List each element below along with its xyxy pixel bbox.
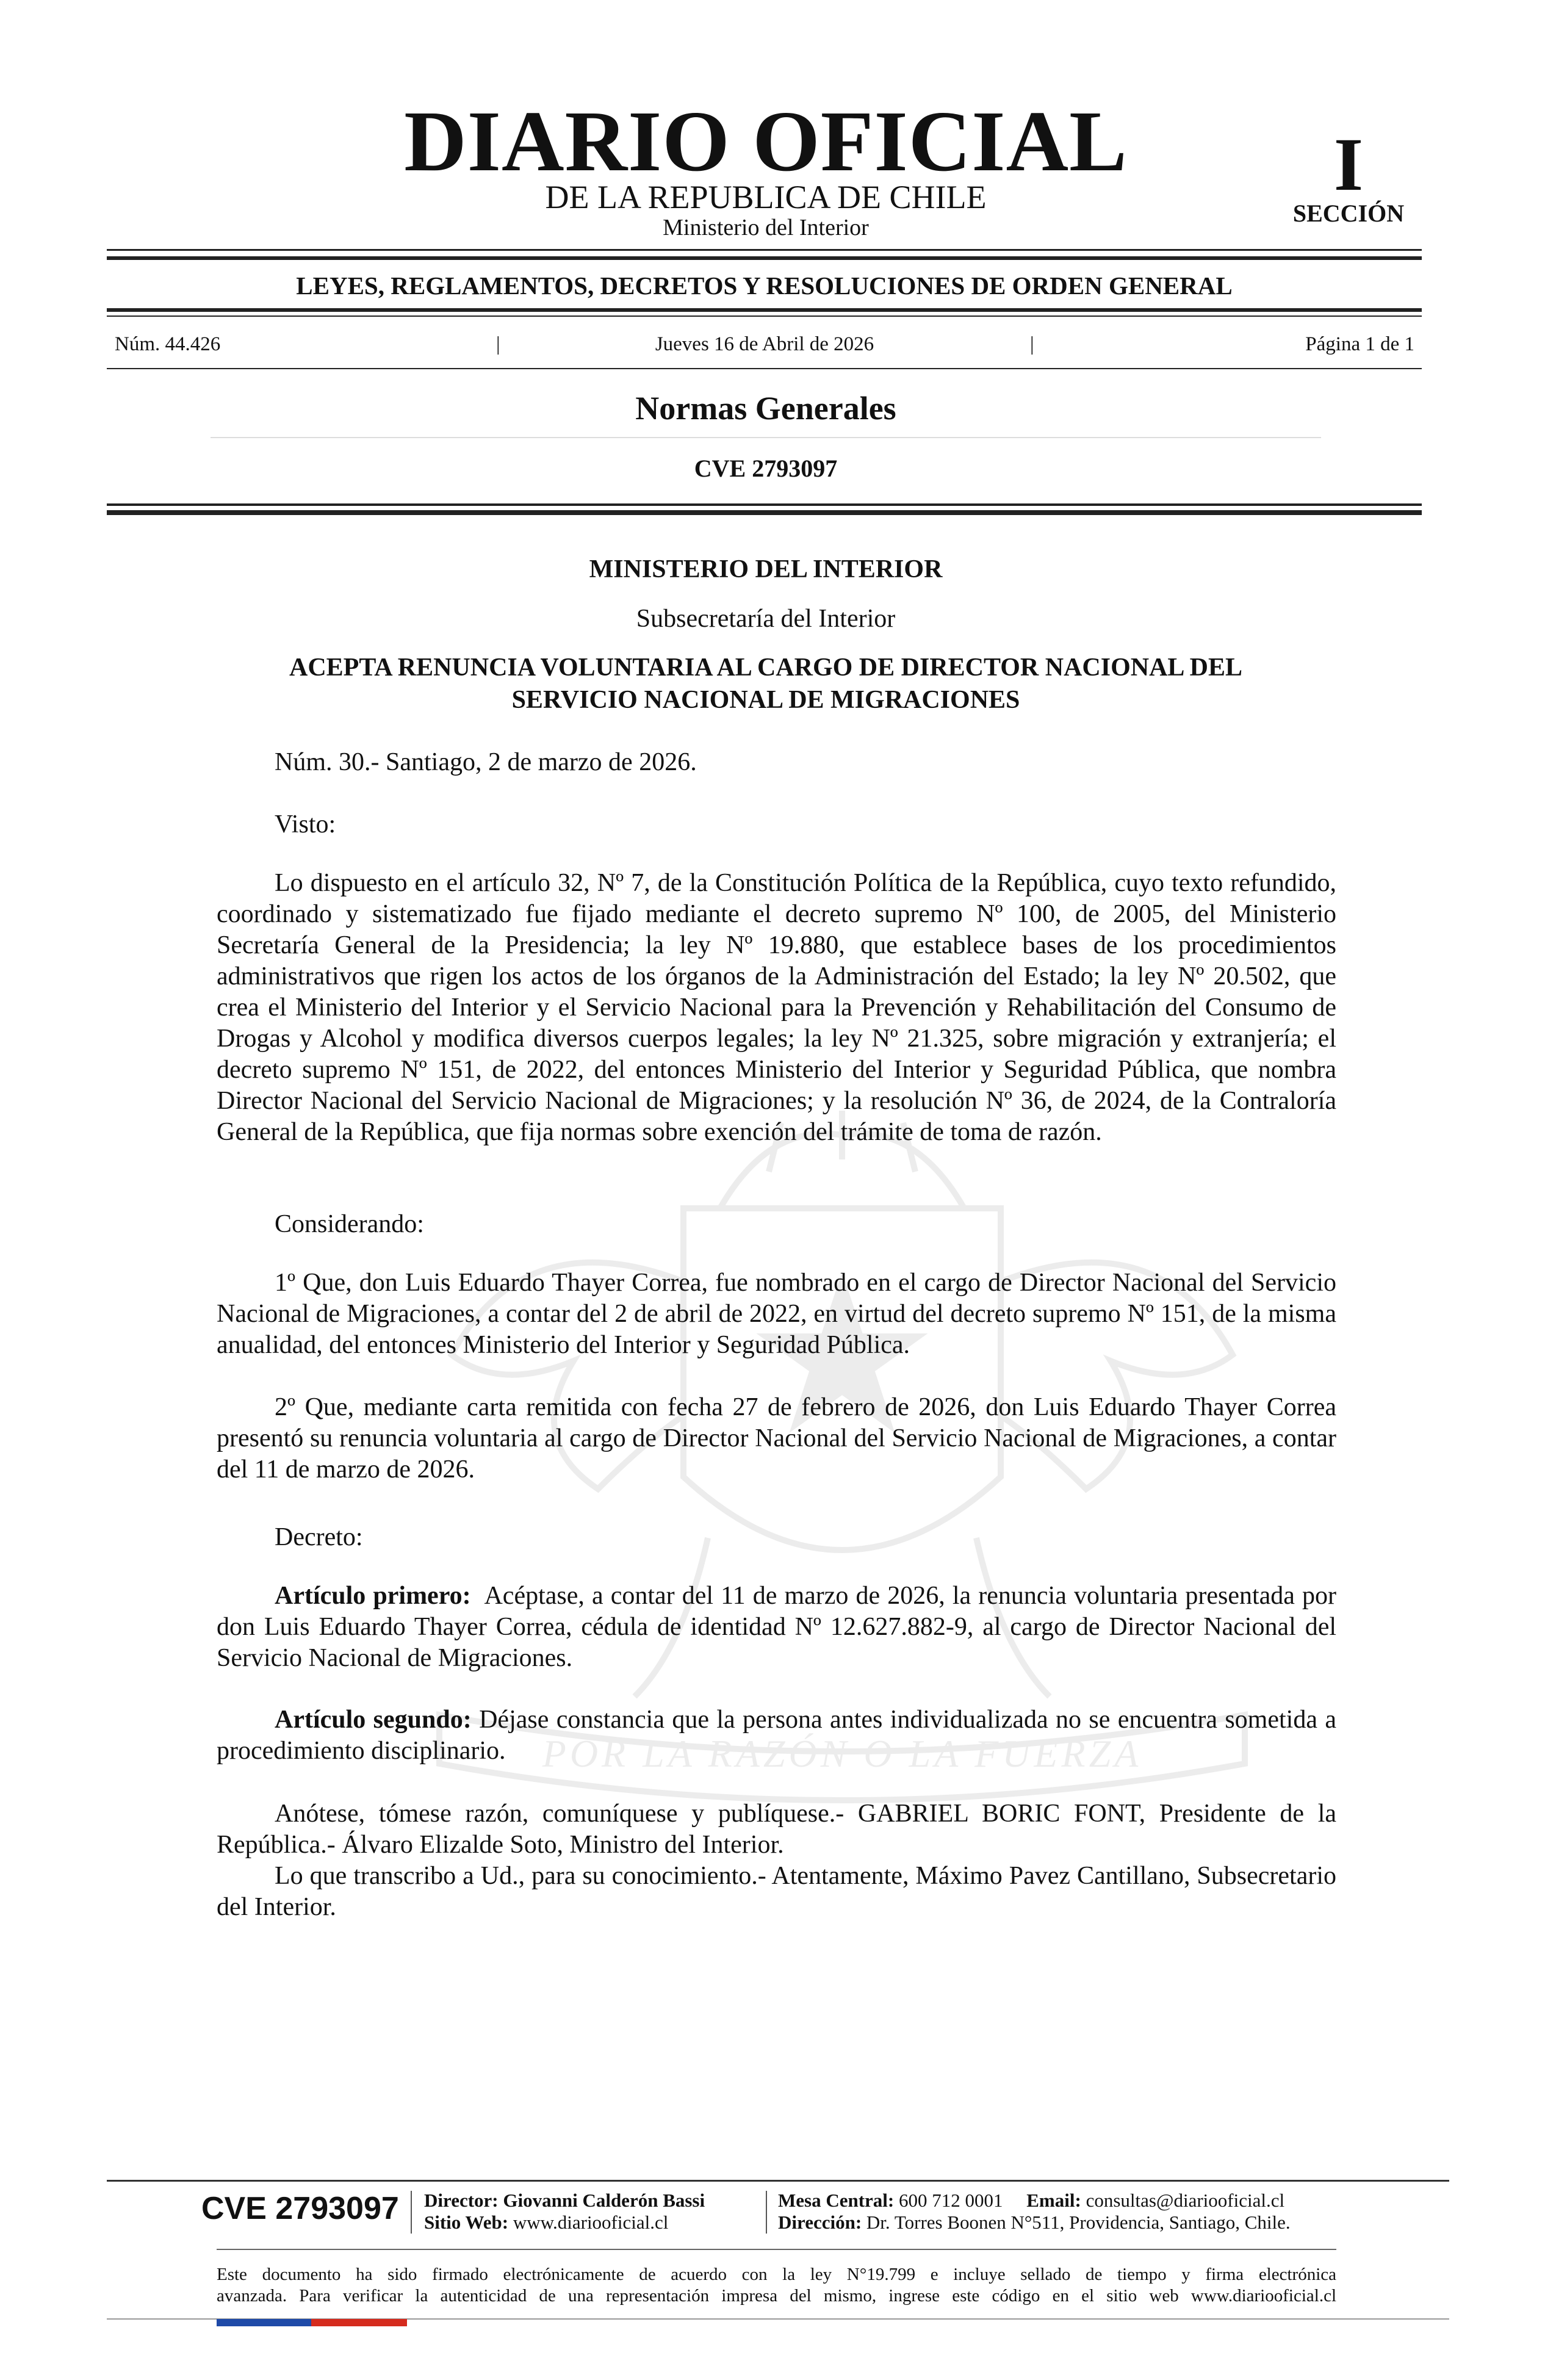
footer-mesa-value: 600 712 0001 xyxy=(899,2190,1003,2211)
considerando-label: Considerando: xyxy=(275,1210,424,1238)
considerando-2: 2º Que, mediante carta remitida con fecha 27 de febrero de 2026, don Luis Eduardo Thayer Correa presentó su renuncia voluntaria al cargo de Director Nacional del Servicio Nacional de Migraciones, a contar del 11 de marzo de 2026. xyxy=(217,1393,1336,1484)
cve-heading: CVE 2793097 xyxy=(694,455,838,482)
cve-rule-2 xyxy=(107,510,1422,515)
flag-stripe-red xyxy=(311,2319,407,2326)
articulo-segundo-text: Déjase constancia que la persona antes individualizada no se encuentra sometida a procedimiento disciplinario. xyxy=(217,1706,1336,1765)
articulo-segundo xyxy=(217,1704,1336,1767)
footer-director xyxy=(424,2190,705,2212)
articulo-primero-text: Acéptase, a contar del 11 de marzo de 2026, la renuncia voluntaria presentada por don Luis Eduardo Thayer Correa, cédula de identidad Nº 12.627.882-9, al cargo de Director Nacional del Servicio Nacional de Migraciones. xyxy=(217,1582,1336,1672)
banner-rule-2 xyxy=(107,316,1422,317)
section-label: SECCIÓN xyxy=(1292,200,1405,227)
doc-subsecretaria: Subsecretaría del Interior xyxy=(636,605,896,633)
masthead-ministry: Ministerio del Interior xyxy=(663,215,869,240)
footer-site-link[interactable]: www.diariooficial.cl xyxy=(513,2212,669,2233)
articulo-primero-label: Artículo primero: xyxy=(275,1582,471,1610)
footer-address-label: Dirección: xyxy=(778,2212,862,2233)
doc-title-line-2: SERVICIO NACIONAL DE MIGRACIONES xyxy=(511,686,1020,714)
footer-email-link[interactable]: consultas@diariooficial.cl xyxy=(1086,2190,1285,2211)
banner-rule-1 xyxy=(107,308,1422,312)
issue-page: Página 1 de 1 xyxy=(1305,333,1414,355)
issue-number: Núm. 44.426 xyxy=(115,333,221,355)
footer-address xyxy=(778,2212,1291,2234)
visto-paragraph: Lo dispuesto en el artículo 32, Nº 7, de la Constitución Política de la República, cuyo texto refundido, coordinado y sistematizado fue fijado mediante el decreto supremo Nº 100, de 2005, del Ministerio Secretaría General de la Presidencia; la ley Nº 19.880, que establece bases de los procedimientos administrativos que rigen los actos de los órganos de la Administración del Estado; la ley Nº 20.502, que crea el Ministerio del Interior y el Servicio Nacional para la Prevención y Rehabilitación del Consumo de Drogas y Alcohol y modifica diversos cuerpos legales; la ley Nº 21.325, sobre migración y extranjería; el decreto supremo Nº 151, de 2022, del entonces Ministerio del Interior y Seguridad Pública, que nombra Director Nacional del Servicio Nacional de Migraciones; y la resolución Nº 36, de 2024, de la Contraloría General de la República, que fija normas sobre exención del trámite de toma de razón. xyxy=(217,869,1336,1146)
section-number: I xyxy=(1333,123,1364,206)
footer-address-value: Dr. Torres Boonen N°511, Providencia, Santiago, Chile. xyxy=(866,2212,1291,2233)
footer-mesa xyxy=(778,2190,1284,2212)
doc-number-line: Núm. 30.- Santiago, 2 de marzo de 2026. xyxy=(275,748,697,776)
articulo-primero xyxy=(217,1581,1336,1674)
closing-paragraph-2: Lo que transcribo a Ud., para su conocimiento.- Atentamente, Máximo Pavez Cantillano, Subsecretario del Interior. xyxy=(217,1862,1336,1921)
issue-separator-2: | xyxy=(1030,333,1034,355)
considerando-1: 1º Que, don Luis Eduardo Thayer Correa, fue nombrado en el cargo de Director Nacional del Servicio Nacional de Migraciones, a contar del 2 de abril de 2022, en virtud del decreto supremo Nº 151, de la misma anualidad, del entonces Ministerio del Interior y Seguridad Pública. xyxy=(217,1269,1336,1359)
doc-title-line-1: ACEPTA RENUNCIA VOLUNTARIA AL CARGO DE DIRECTOR NACIONAL DEL xyxy=(289,654,1242,682)
footer-director-name: Giovanni Calderón Bassi xyxy=(503,2190,705,2211)
issue-rule xyxy=(107,368,1422,369)
banner-heading: LEYES, REGLAMENTOS, DECRETOS Y RESOLUCIONES DE ORDEN GENERAL xyxy=(296,272,1233,300)
visto-label: Visto: xyxy=(275,810,336,838)
closing-paragraph-1: Anótese, tómese razón, comuníquese y publíquese.- GABRIEL BORIC FONT, Presidente de la República.- Álvaro Elizalde Soto, Ministro del Interior. xyxy=(217,1800,1336,1859)
top-double-rule-1 xyxy=(107,249,1422,251)
cve-rule-1 xyxy=(107,503,1422,506)
masthead-title: DIARIO OFICIAL xyxy=(404,93,1128,189)
footer-separator-2 xyxy=(766,2191,767,2234)
issue-date: Jueves 16 de Abril de 2026 xyxy=(655,333,874,355)
footer-top-rule xyxy=(107,2180,1449,2182)
footer-separator-1 xyxy=(411,2191,412,2234)
masthead-subtitle: DE LA REPUBLICA DE CHILE xyxy=(545,179,987,215)
footer-mid-rule xyxy=(217,2249,1336,2250)
footer-site-label: Sitio Web: xyxy=(424,2212,509,2233)
decreto-label: Decreto: xyxy=(275,1523,363,1551)
footer-site xyxy=(424,2212,668,2234)
footer-mesa-label: Mesa Central: xyxy=(778,2190,895,2211)
watermark-motto: POR LA RAZÓN O LA FUERZA xyxy=(542,1732,1142,1775)
issue-separator-1: | xyxy=(496,333,500,355)
footer-cve: CVE 2793097 xyxy=(201,2191,399,2226)
articulo-segundo-label: Artículo segundo: xyxy=(275,1706,472,1734)
section-title-rule xyxy=(211,437,1321,438)
footer-email-label: Email: xyxy=(1026,2190,1081,2211)
footer-director-label: Director: xyxy=(424,2190,499,2211)
doc-ministry: MINISTERIO DEL INTERIOR xyxy=(589,555,943,583)
flag-stripe-blue xyxy=(217,2319,311,2326)
top-double-rule-2 xyxy=(107,256,1422,260)
footer-legal-line-2: avanzada. Para verificar la autenticidad de una representación impresa del mismo, ingrese este código en el sitio web www.diariooficial.cl xyxy=(217,2286,1336,2306)
section-title: Normas Generales xyxy=(635,390,896,427)
footer-legal-line-1: Este documento ha sido firmado electrónicamente de acuerdo con la ley N°19.799 e incluye sellado de tiempo y firma electrónica xyxy=(217,2265,1336,2284)
